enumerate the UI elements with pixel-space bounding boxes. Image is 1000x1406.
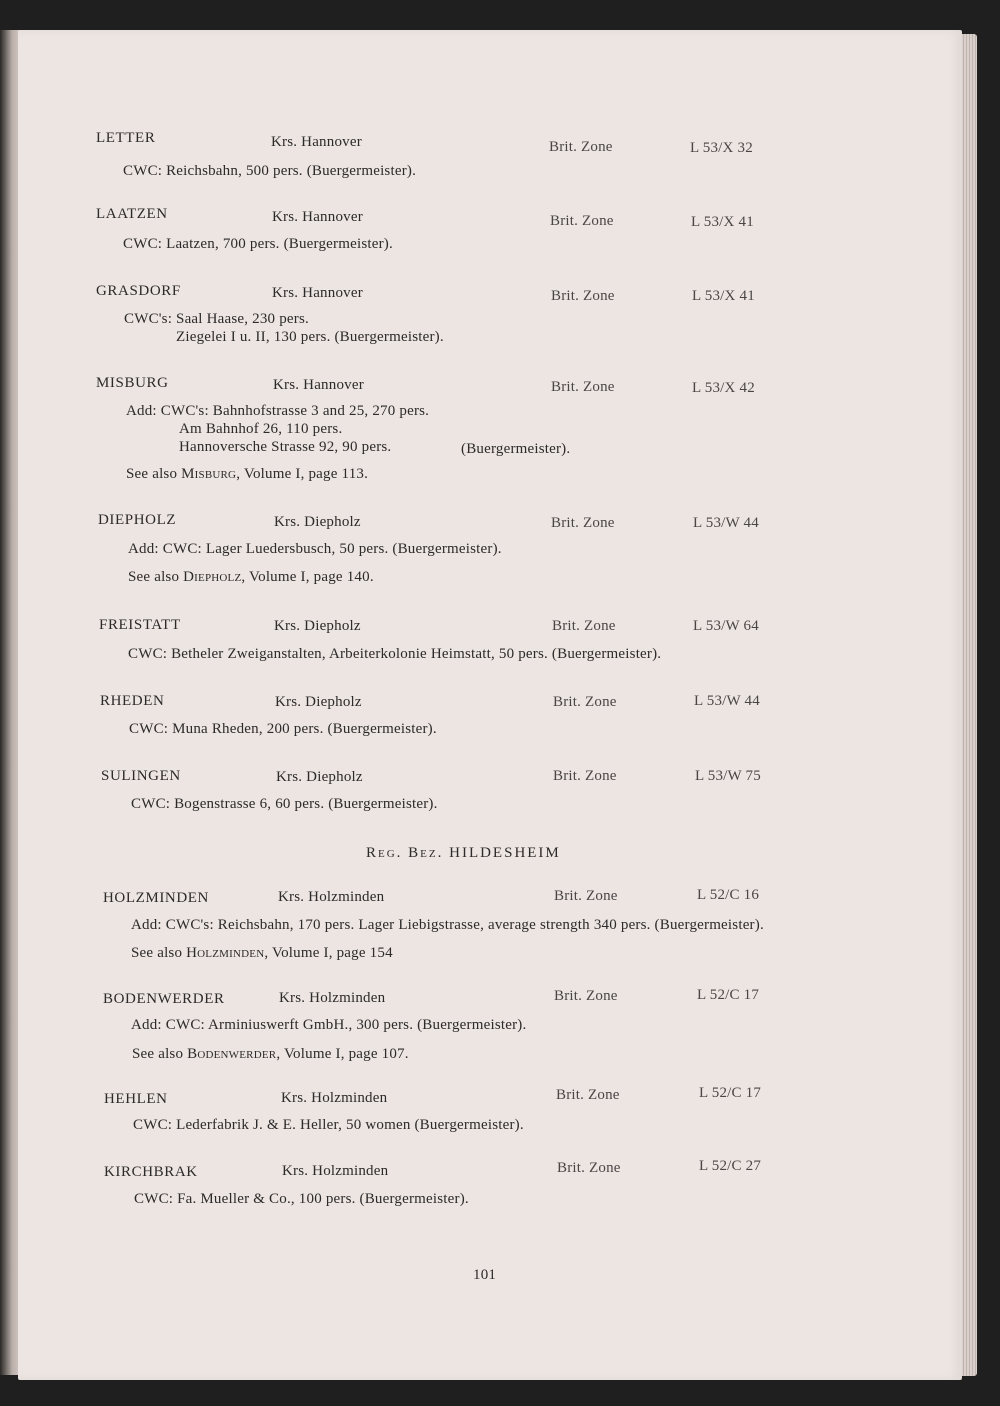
entry-name: LAATZEN [96, 206, 168, 222]
see-also-prefix: See also [131, 945, 187, 961]
entry-detail: (Buergermeister). [461, 441, 571, 457]
entry-grid-ref: L 52/C 17 [697, 987, 760, 1003]
entry-kreis: Krs. Hannover [272, 285, 363, 301]
see-also-line [131, 945, 393, 962]
entry-name: BODENWERDER [103, 991, 225, 1007]
entry-detail: CWC: Laatzen, 700 pers. (Buergermeister). [123, 236, 393, 252]
entry-name: SULINGEN [101, 768, 181, 784]
see-also-prefix: See also [126, 466, 182, 482]
entry-name: MISBURG [96, 375, 169, 391]
entry-grid-ref: L 53/W 44 [694, 693, 760, 709]
entry-grid-ref: L 52/C 27 [699, 1158, 762, 1174]
entry-detail: CWC: Betheler Zweiganstalten, Arbeiterkolonie Heimstatt, 50 pers. (Buergermeister). [128, 646, 662, 662]
see-also-line [126, 466, 368, 483]
entry-grid-ref: L 53/W 44 [693, 515, 759, 531]
entry-zone: Brit. Zone [554, 988, 618, 1004]
entry-detail: Am Bahnhof 26, 110 pers. [179, 421, 343, 437]
entry-name: DIEPHOLZ [98, 512, 177, 528]
entry-kreis: Krs. Diepholz [275, 694, 362, 710]
see-also-ref: , Volume I, page 154 [264, 945, 393, 961]
entry-detail: CWC: Fa. Mueller & Co., 100 pers. (Buergermeister). [134, 1191, 469, 1207]
entry-detail: CWC: Lederfabrik J. & E. Heller, 50 women (Buergermeister). [133, 1117, 524, 1133]
entry-zone: Brit. Zone [554, 888, 618, 904]
entry-kreis: Krs. Hannover [273, 377, 364, 393]
entry-detail: Add: CWC: Lager Luedersbusch, 50 pers. (Buergermeister). [128, 541, 502, 557]
entry-detail: Add: CWC: Arminiuswerft GmbH., 300 pers. (Buergermeister). [131, 1017, 527, 1033]
entry-detail: CWC: Bogenstrasse 6, 60 pers. (Buergermeister). [131, 796, 438, 812]
entry-name: FREISTATT [99, 617, 181, 633]
entry-kreis: Krs. Diepholz [274, 618, 361, 634]
entry-name: LETTER [96, 130, 156, 146]
entry-kreis: Krs. Hannover [271, 134, 362, 150]
entry-grid-ref: L 53/W 64 [693, 618, 759, 634]
see-also-ref: , Volume I, page 113. [236, 466, 369, 482]
see-also-place: Misburg [181, 466, 237, 482]
entry-zone: Brit. Zone [557, 1160, 621, 1176]
see-also-line [132, 1046, 409, 1063]
entry-kreis: Krs. Holzminden [279, 990, 386, 1006]
entry-name: HEHLEN [104, 1091, 168, 1107]
entry-detail: CWC's: Saal Haase, 230 pers. [124, 311, 309, 327]
entry-kreis: Krs. Holzminden [278, 889, 385, 905]
entry-kreis: Krs. Diepholz [274, 514, 361, 530]
entry-grid-ref: L 52/C 16 [697, 887, 760, 903]
entry-grid-ref: L 53/X 42 [692, 380, 755, 396]
entry-zone: Brit. Zone [553, 694, 617, 710]
entry-zone: Brit. Zone [551, 288, 615, 304]
entry-kreis: Krs. Holzminden [282, 1163, 389, 1179]
entry-detail: CWC: Reichsbahn, 500 pers. (Buergermeister). [123, 163, 417, 179]
entry-zone: Brit. Zone [550, 213, 614, 229]
entry-kreis: Krs. Holzminden [281, 1090, 388, 1106]
entry-grid-ref: L 52/C 17 [699, 1085, 762, 1101]
entry-detail: CWC: Muna Rheden, 200 pers. (Buergermeister). [129, 721, 437, 737]
entry-zone: Brit. Zone [551, 515, 615, 531]
see-also-place: Holzminden [186, 945, 265, 961]
entry-grid-ref: L 53/X 32 [690, 140, 753, 156]
entry-zone: Brit. Zone [553, 768, 617, 784]
entry-detail: Ziegelei I u. II, 130 pers. (Buergermeister). [176, 329, 444, 345]
see-also-line [128, 569, 374, 586]
entry-detail: Add: CWC's: Reichsbahn, 170 pers. Lager Liebigstrasse, average strength 340 pers. (Buergermeister). [131, 917, 764, 933]
page-number: 101 [473, 1267, 497, 1283]
document-page [18, 30, 962, 1380]
region-heading: Reg. Bez. HILDESHEIM [366, 845, 561, 861]
entry-kreis: Krs. Diepholz [276, 769, 363, 785]
entry-detail: Hannoversche Strasse 92, 90 pers. [179, 439, 392, 455]
entry-name: KIRCHBRAK [104, 1164, 198, 1180]
entry-name: HOLZMINDEN [103, 890, 209, 906]
entry-grid-ref: L 53/X 41 [692, 288, 755, 304]
entry-name: RHEDEN [100, 693, 165, 709]
see-also-place: Bodenwerder [187, 1046, 277, 1062]
entry-detail: Add: CWC's: Bahnhofstrasse 3 and 25, 270 pers. [126, 403, 430, 419]
entry-kreis: Krs. Hannover [272, 209, 363, 225]
see-also-prefix: See also [128, 569, 184, 585]
entry-zone: Brit. Zone [552, 618, 616, 634]
entry-name: GRASDORF [96, 283, 181, 299]
entry-grid-ref: L 53/X 41 [691, 214, 754, 230]
entry-zone: Brit. Zone [549, 139, 613, 155]
see-also-ref: , Volume I, page 140. [241, 569, 374, 585]
see-also-prefix: See also [132, 1046, 188, 1062]
entry-zone: Brit. Zone [551, 379, 615, 395]
entry-zone: Brit. Zone [556, 1087, 620, 1103]
see-also-place: Diepholz [183, 569, 242, 585]
see-also-ref: , Volume I, page 107. [276, 1046, 409, 1062]
entry-grid-ref: L 53/W 75 [695, 768, 761, 784]
